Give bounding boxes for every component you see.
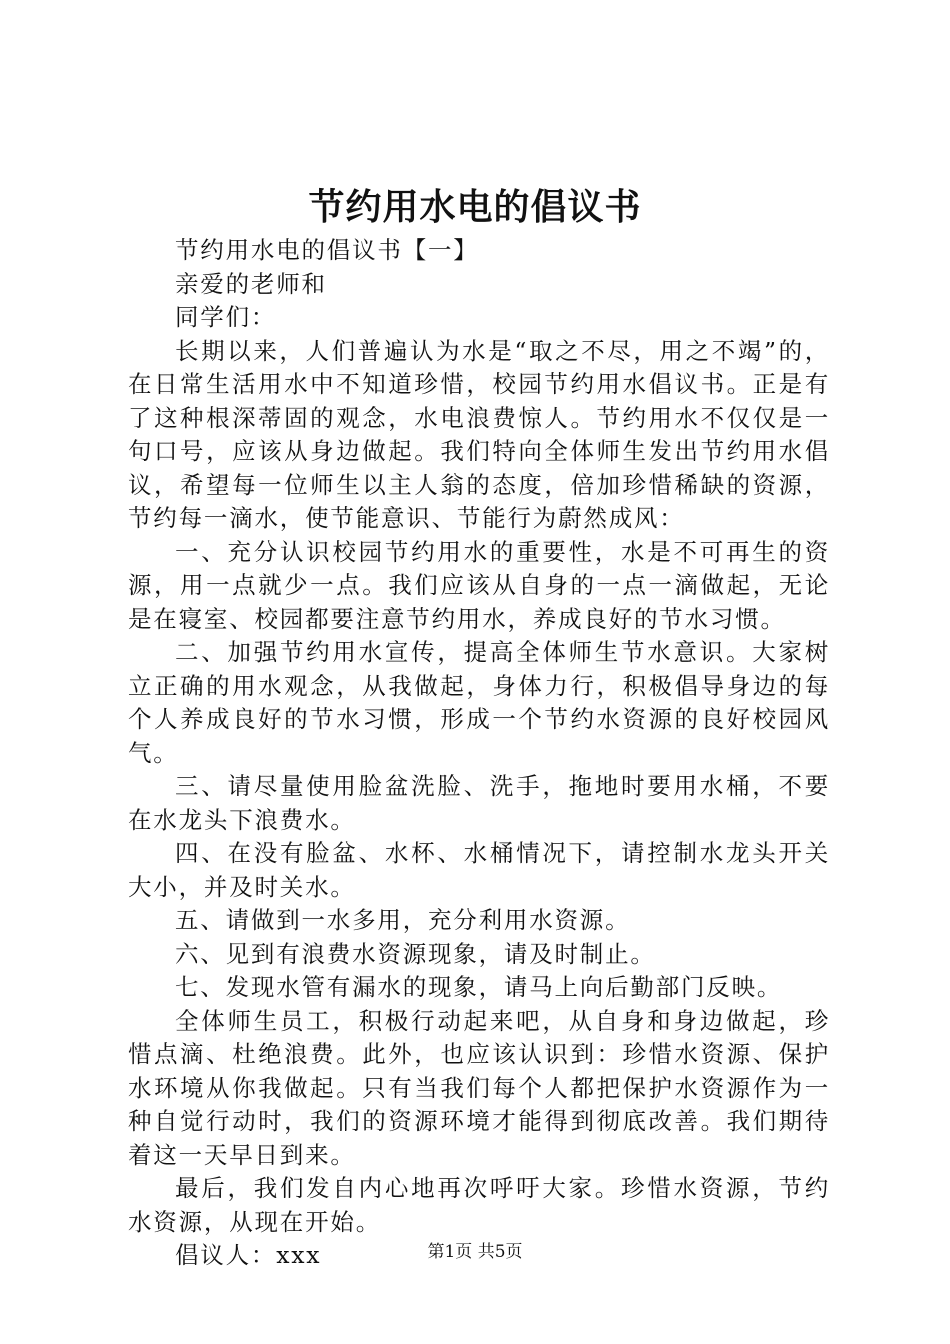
paragraph-item-1: 一、充分认识校园节约用水的重要性，水是不可再生的资源，用一点就少一点。我们应该从自身的一点一滴做起，无论是在寝室、校园都要注意节约用水，养成良好的节水习惯。: [128, 537, 830, 633]
paragraph-item-2: 二、加强节约用水宣传，提高全体师生节水意识。大家树立正确的用水观念，从我做起，身体力行，积极倡导身边的每个人养成良好的节水习惯，形成一个节约水资源的良好校园风气。: [128, 638, 830, 767]
paragraph-closing: 最后，我们发自内心地再次呼吁大家。珍惜水资源，节约水资源，从现在开始。: [128, 1174, 830, 1236]
paragraph-item-3: 三、请尽量使用脸盆洗脸、洗手，拖地时要用水桶，不要在水龙头下浪费水。: [128, 772, 830, 834]
paragraph-greeting-1: 亲爱的老师和: [175, 269, 327, 298]
document-title: 节约用水电的倡议书: [308, 186, 642, 228]
paragraph-item-7: 七、发现水管有漏水的现象，请马上向后勤部门反映。: [175, 973, 783, 1001]
paragraph-item-6: 六、见到有浪费水资源现象，请及时制止。: [175, 939, 656, 968]
paragraph-item-5: 五、请做到一水多用，充分利用水资源。: [175, 906, 631, 934]
paragraph-item-4: 四、在没有脸盆、水杯、水桶情况下，请控制水龙头开关大小，并及时关水。: [128, 839, 830, 901]
document-body: [128, 234, 830, 1273]
page-number-footer: 第1页 共5页: [427, 1242, 523, 1262]
paragraph-intro: 长期以来，人们普遍认为水是“取之不尽，用之不竭”的，在日常生活用水中不知道珍惜，校园节约用水倡议书。正是有了这种根深蒂固的观念，水电浪费惊人。节约用水不仅仅是一句口号，应该从身边做起。我们特向全体师生发出节约用水倡议，希望每一位师生以主人翁的态度，倍加珍惜稀缺的资源，节约每一滴水，使节能意识、节能行为蔚然成风：: [128, 336, 830, 532]
paragraph-greeting-2: 同学们：: [175, 303, 277, 331]
paragraph-signature: 倡议人：xxx: [175, 1241, 322, 1269]
paragraph-subtitle: 节约用水电的倡议书【一】: [175, 236, 479, 264]
paragraph-call-to-action: 全体师生员工，积极行动起来吧，从自身和身边做起，珍惜点滴、杜绝浪费。此外，也应该认识到：珍惜水资源、保护水环境从你我做起。只有当我们每个人都把保护水资源作为一种自觉行动时，我们的资源环境才能得到彻底改善。我们期待着这一天早日到来。: [128, 1006, 830, 1169]
